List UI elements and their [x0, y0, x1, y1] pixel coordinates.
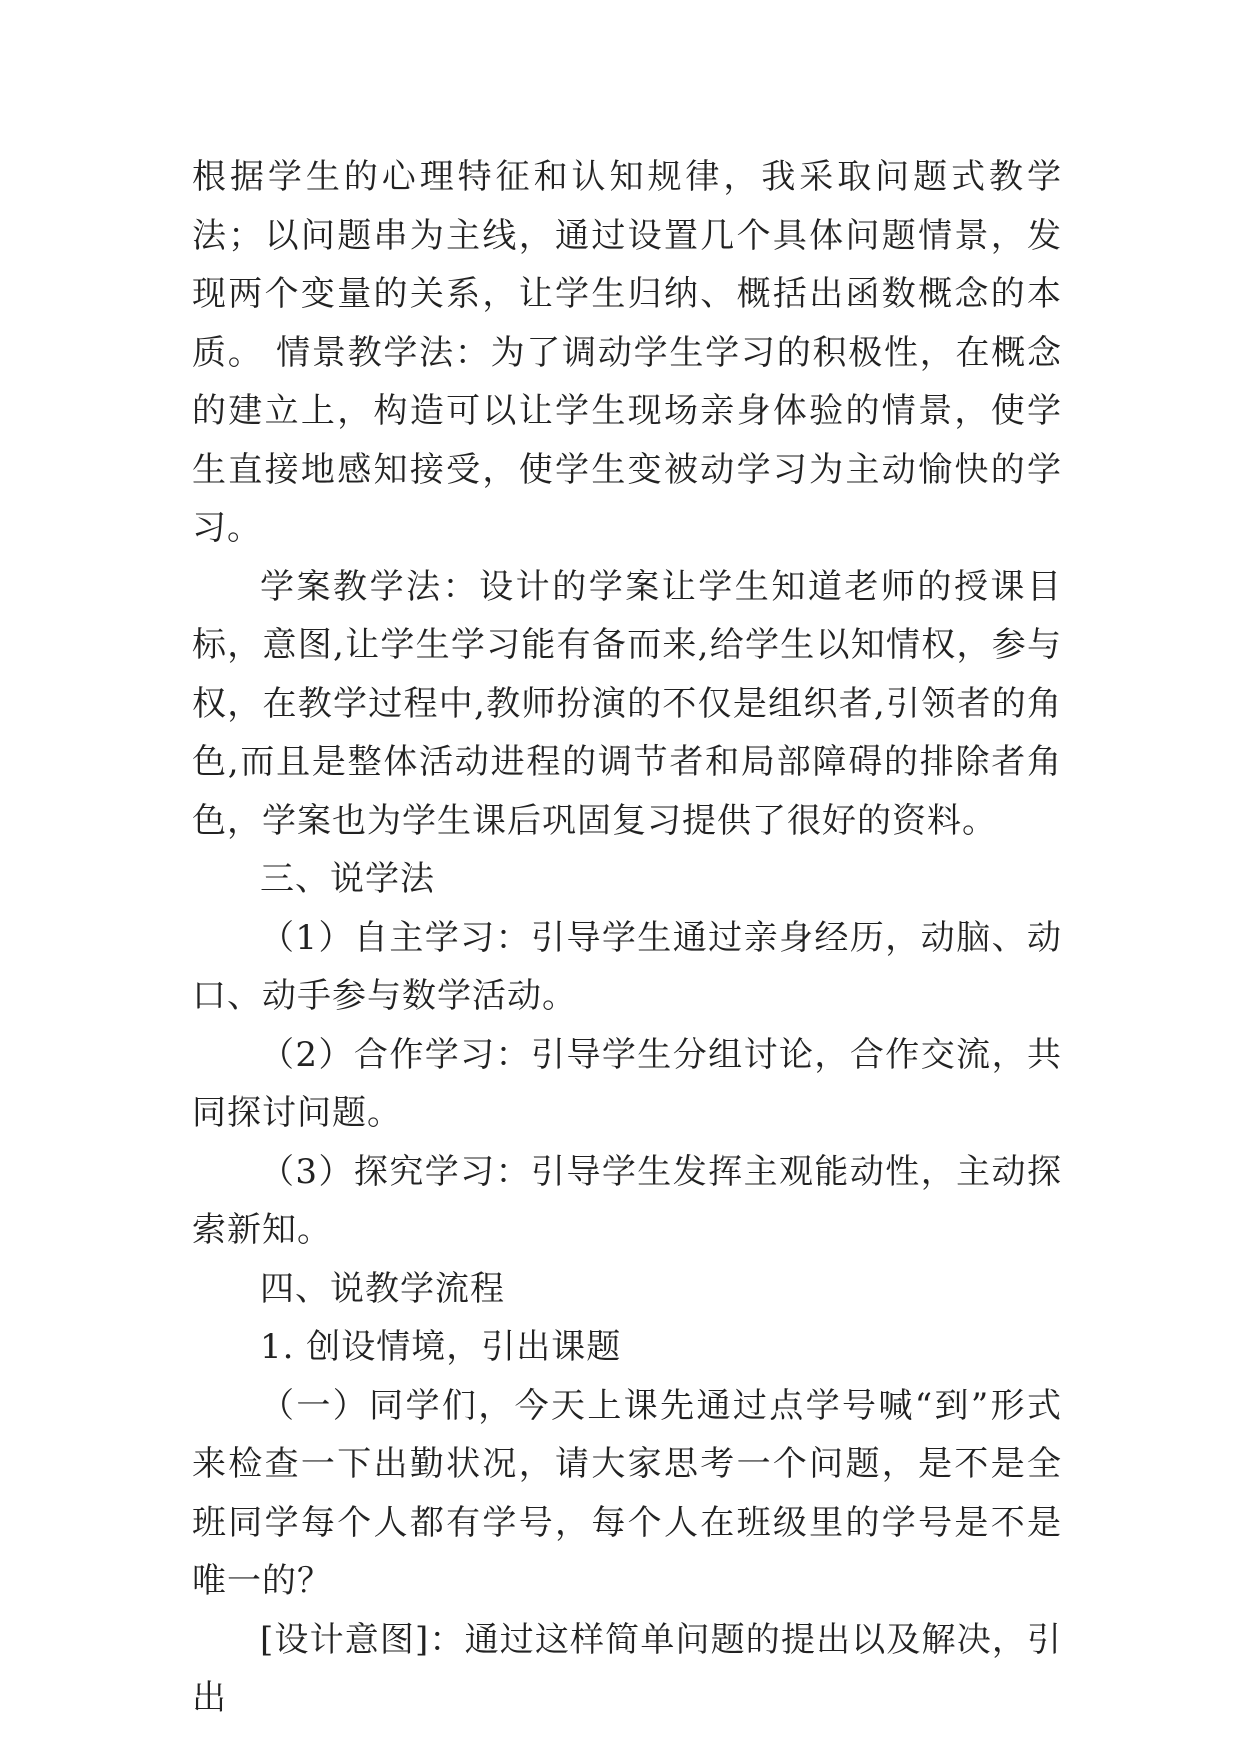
- paragraph-design-intent: [设计意图]：通过这样简单问题的提出以及解决，引出: [192, 1619, 1062, 1718]
- section-heading-learning-methods: 三、说学法: [260, 859, 435, 899]
- subsection-heading-create-situation: 1. 创设情境，引出课题: [260, 1327, 622, 1367]
- paragraph-study-guide-method: 学案教学法：设计的学案让学生知道老师的授课目标，意图,让学生学习能有备而来,给学生以知情权，参与权，在教学过程中,教师扮演的不仅是组织者,引领者的角色,而且是整体活动进程的调节者和局部障碍的排除者角色，学案也为学生课后巩固复习提供了很好的资料。: [192, 566, 1062, 841]
- paragraph-teaching-methods: 根据学生的心理特征和认知规律，我采取问题式教学法；以问题串为主线，通过设置几个具体问题情景，发现两个变量的关系，让学生归纳、概括出函数概念的本质。 情景教学法：为了调动学生学习的积极性，在概念的建立上，构造可以让学生现场亲身体验的情景，使学生直接地感知接受，使学生变被动学习为主动愉快的学习。: [192, 157, 1062, 548]
- paragraph-self-study: （1）自主学习：引导学生通过亲身经历，动脑、动口、动手参与数学活动。: [192, 917, 1062, 1016]
- paragraph-roll-call: （一）同学们，今天上课先通过点学号喊“到”形式来检查一下出勤状况，请大家思考一个问题，是不是全班同学每个人都有学号，每个人在班级里的学号是不是唯一的？: [192, 1385, 1062, 1601]
- paragraph-cooperative-study: （2）合作学习：引导学生分组讨论，合作交流，共同探讨问题。: [192, 1034, 1062, 1133]
- document-body: [192, 148, 1062, 1728]
- section-heading-teaching-process: 四、说教学流程: [260, 1268, 505, 1309]
- paragraph-inquiry-study: （3）探究学习：引导学生发挥主观能动性，主动探索新知。: [192, 1151, 1062, 1250]
